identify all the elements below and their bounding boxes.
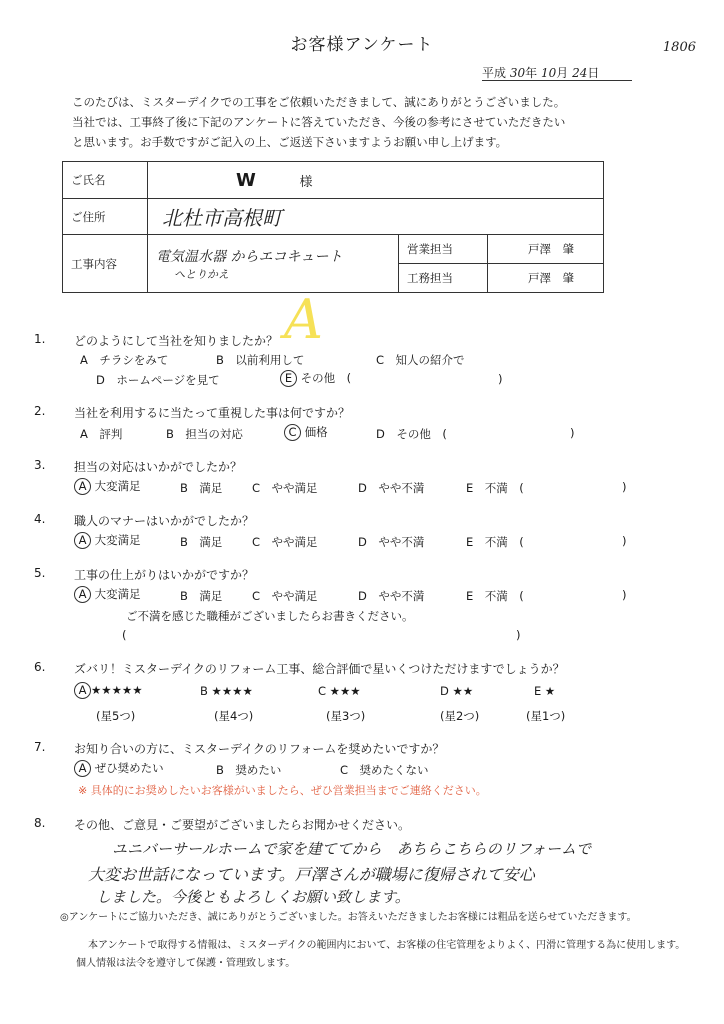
intro-text (72, 92, 672, 152)
q7-option-b: B 奨めたい (216, 763, 282, 777)
customer-info-table (62, 161, 604, 293)
address-value: 北杜市高根町 (148, 199, 604, 235)
q7-option-a-text: ぜひ奨めたい (94, 761, 164, 775)
q4-close-paren: ) (622, 534, 627, 548)
q3-option-e: E 不満 ( (466, 481, 524, 495)
q2-option-c-circled (288, 424, 328, 441)
q6-option-a-stars: ★★★★★ (91, 683, 143, 697)
q5-option-e: E 不満 ( (466, 589, 524, 603)
circle-mark: A (74, 532, 91, 549)
q5-open-paren: ( (122, 628, 127, 642)
q2-text: 当社を利用するに当たって重視した事は何ですか？ (74, 406, 351, 420)
work-cell (148, 235, 399, 293)
q5-close-paren-2: ) (516, 628, 521, 642)
q3-option-a-text: 大変満足 (94, 479, 141, 493)
q3-number: 3. (34, 458, 46, 472)
q6-label-5: (星5つ) (96, 709, 136, 723)
q1-number: 1. (34, 332, 46, 346)
q4-text: 職人のマナーはいかがでしたか？ (74, 514, 255, 528)
circle-mark: A (74, 682, 91, 699)
date-year: 30 (509, 66, 526, 80)
work-value-2: へとりかえ (174, 267, 229, 281)
q7-text: お知り合いの方に、ミスターデイクのリフォームを奨めたいですか？ (74, 742, 445, 756)
comment-line-1: ユニバーサールホームで家を建ててから あちらこちらのリフォームで (112, 840, 591, 858)
intro-line: このたびは、ミスターデイクでの工事をご依頼いただきまして、誠にありがとうございました。 (72, 95, 566, 109)
footer-privacy-2: 個人情報は法令を遵守して保護・管理致します。 (76, 958, 296, 969)
circle-mark: E (280, 370, 297, 387)
q2-close-paren: ) (570, 426, 575, 440)
comment-line-2: 大変お世話になっています。戸澤さんが職場に復帰されて安心 (88, 865, 535, 884)
q4-option-d: D やや不満 (358, 535, 425, 549)
date-day-unit: 日 (587, 66, 600, 80)
date-year-unit: 年 (525, 66, 538, 80)
circle-mark: C (284, 424, 301, 441)
q6-label-3: (星3つ) (326, 709, 366, 723)
q1-text: どのようにして当社を知りましたか？ (74, 334, 279, 348)
q6-option-d: D ★★ (440, 684, 474, 698)
name-value: W (236, 169, 256, 191)
engineering-label: 工務担当 (399, 264, 488, 293)
q6-option-e: E ★ (534, 684, 556, 698)
q6-label-1: (星1つ) (526, 709, 566, 723)
circle-mark: A (74, 478, 91, 495)
date-underline (482, 80, 632, 81)
q3-close-paren: ) (622, 480, 627, 494)
q6-option-c: C ★★★ (318, 684, 361, 698)
work-value: 電気温水器 からエコキュート (156, 248, 343, 265)
q6-option-b: B ★★★★ (200, 684, 253, 698)
q1-close-paren: ) (498, 372, 503, 386)
q3-option-c: C やや満足 (252, 481, 318, 495)
q3-option-b: B 満足 (180, 481, 223, 495)
q7-note: ※ 具体的にお奨めしたいお客様がいましたら、ぜひ営業担当までご連絡ください。 (78, 784, 487, 797)
q3-text: 担当の対応はいかがでしたか？ (74, 460, 243, 474)
q6-number: 6. (34, 660, 46, 674)
q5-number: 5. (34, 566, 46, 580)
intro-line: 当社では、工事終了後に下記のアンケートに答えていただき、今後の参考にさせていただきたい (72, 115, 566, 129)
name-cell (148, 162, 604, 199)
q2-number: 2. (34, 404, 46, 418)
q5-option-a-circled (78, 586, 141, 603)
work-label: 工事内容 (63, 235, 148, 293)
q7-option-c: C 奨めたくない (340, 763, 429, 777)
q7-option-a-circled (78, 760, 164, 777)
intro-line: と思います。お手数ですがご記入の上、ご返送下さいますようお願い申し上げます。 (72, 135, 508, 149)
q2-option-c-text: 価格 (304, 425, 328, 439)
q2-option-b: B 担当の対応 (166, 427, 243, 441)
sales-label: 営業担当 (399, 235, 488, 264)
circle-mark: A (74, 760, 91, 777)
q5-option-d: D やや不満 (358, 589, 425, 603)
q4-number: 4. (34, 512, 46, 526)
q6-label-2: (星2つ) (440, 709, 480, 723)
comment-line-3: しました。今後ともよろしくお願い致します。 (96, 888, 410, 906)
q6-text: ズバリ！ミスターデイクのリフォーム工事、総合評価で星いくつけただけますでしょうか？ (74, 662, 565, 676)
footer-thanks: ◎アンケートにご協力いただき、誠にありがとうございました。お答えいただきましたお客様には粗品を送らせていただきます。 (60, 912, 637, 923)
address-label: ご住所 (63, 199, 148, 235)
q2-option-d: D その他 ( (376, 427, 447, 441)
q8-number: 8. (34, 816, 46, 830)
engineering-value: 戸澤 肇 (488, 264, 604, 293)
q1-option-e-circled (284, 370, 351, 387)
q4-option-e: E 不満 ( (466, 535, 524, 549)
q1-option-b: B 以前利用して (216, 353, 305, 367)
q6-option-a-circled (78, 682, 143, 699)
q4-option-a-text: 大変満足 (94, 533, 141, 547)
q3-option-d: D やや不満 (358, 481, 425, 495)
q1-option-a: A チラシをみて (80, 353, 169, 367)
q5-option-c: C やや満足 (252, 589, 318, 603)
q4-option-b: B 満足 (180, 535, 223, 549)
handwritten-code: 1806 (662, 40, 696, 55)
page-title: お客様アンケート (290, 35, 434, 55)
q5-close-paren: ) (622, 588, 627, 602)
date-era: 平成 (482, 66, 507, 80)
date-month-unit: 月 (556, 66, 569, 80)
q7-number: 7. (34, 740, 46, 754)
name-label: ご氏名 (63, 162, 148, 199)
q6-label-4: (星4つ) (214, 709, 254, 723)
q1-option-e-text: その他 ( (300, 371, 352, 385)
sales-value: 戸澤 肇 (488, 235, 604, 264)
name-suffix: 様 (299, 174, 313, 190)
q5-text: 工事の仕上がりはいかがですか？ (74, 568, 255, 582)
q5-option-b: B 満足 (180, 589, 223, 603)
q5-sub-text: ご不満を感じた職種がございましたらお書きください。 (126, 609, 414, 623)
date-day: 24 (572, 66, 588, 80)
circle-mark: A (74, 586, 91, 603)
q1-option-d: D ホームページを見て (96, 373, 220, 387)
q4-option-a-circled (78, 532, 141, 549)
q3-option-a-circled (78, 478, 141, 495)
q2-option-a: A 評判 (80, 427, 123, 441)
q4-option-c: C やや満足 (252, 535, 318, 549)
footer-privacy-1: 本アンケートで取得する情報は、ミスターデイクの範囲内において、お客様の住宅管理をよりよく、円滑に管理する為に使用します。 (88, 940, 686, 951)
q8-text: その他、ご意見・ご要望がございましたらお聞かせください。 (74, 818, 411, 832)
date-line (482, 64, 599, 81)
date-month: 10 (540, 66, 557, 80)
q1-option-c: C 知人の紹介で (376, 353, 465, 367)
grade-mark: A (284, 288, 323, 351)
q5-option-a-text: 大変満足 (94, 587, 141, 601)
